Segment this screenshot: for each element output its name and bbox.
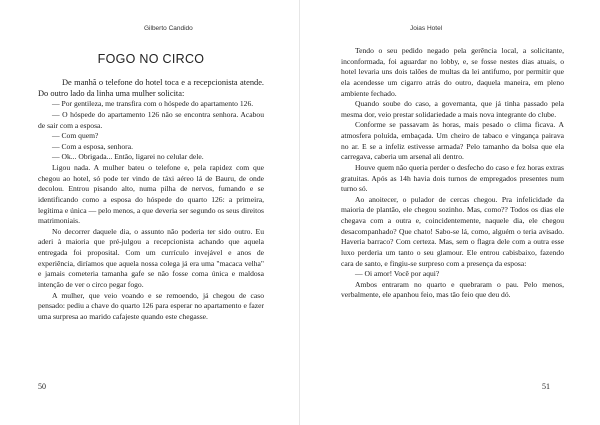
page-number: 50 [38,382,46,391]
paragraph: Ao anoitecer, o pulador de cercas chegou. Pra infelicidade da maioria de plantão, ele chegou sozinho. Mas, como?? Todos os dias ele chegava com a outra e, coincidentemente, naquele dia, ele chegou desacompanhado? Que chato! Sabo-se lá, como, alguém o teria avisado. Haveria barraco? Com certeza. Mas, sem o flagra dele com a outra esse luxo perderia um tanto o seu glamour. Ele entrou cabisbaixo, fazendo cara de santo, e fingiu-se surpreso com a presença da esposa: [341,194,564,268]
paragraph: — O hóspede do apartamento 126 não se encontra senhora. Acabou de sair com a esposa. [38,109,264,130]
paragraph: — Ok... Obrigada... Então, ligarei no celular dele. [52,152,204,162]
paragraph: De manhã o telefone do hotel toca e a recepcionista atende. Do outro lado da linha uma mulher solicita: [38,78,264,98]
paragraph: Houve quem não queria perder o desfecho do caso e fez horas extras gratuitas. Após as 14h havia dois turnos de empregados presentes num turno só. [341,162,564,194]
paragraph: — Por gentileza, me transfira com o hóspede do apartamento 126. [52,99,254,109]
running-header-author: Gilberto Candido [144,25,193,32]
paragraph: — Com a esposa, senhora. [52,141,133,151]
paragraph: Ambos entraram no quarto e quebraram o pau. Pelo menos, verbalmente, ele apanhou feio, mas tão feio que deu dó. [341,279,564,300]
chapter-title: FOGO NO CIRCO [97,52,205,66]
paragraph: No decorrer daquele dia, o assunto não poderia ter sido outro. Eu aderi à maioria que pré-julgou a recepcionista achando que aquela entregada foi proposital. Com um currículo invejável e anos de experiência, diríamos que aquela nossa colega já era uma "macaca velha" e jamais cometeria tamanha gafe se não fosse coma única e maldosa intenção de ver o circo pegar fogo. [38,226,264,289]
left-page-text [38,78,264,322]
paragraph: — Com quem? [52,131,99,141]
right-page [300,0,600,425]
right-page-text [341,46,564,301]
paragraph: Ligou nada. A mulher bateu o telefone e, pela rapidez com que chegou ao hotel, só pode ter vindo de táxi aéreo lá de Bauru, de onde decolou. Entrou pisando alto, numa pilha de nervos, fumando e se identificando como a esposa do hóspede do quarto 126: a primeira, legítima e única — pelo menos, a que deveria ser segundo os seus direitos matrimoniais. [38,163,264,226]
paragraph: A mulher, que veio voando e se remoendo, já chegou de caso pensado: pediu a chave do quarto 126 para esperar no apartamento e fazer uma surpresa ao marido cafajeste quando este chegasse. [38,290,264,321]
paragraph: Conforme se passavam às horas, mais pesado o clima ficava. A atmosfera poluída, embaçada. Um cheiro de tabaco e vingança pairava no ar. E se a infeliz estivesse armada? Pelo tamanho da bolsa que ela carregava, caberia um arsenal ali dentro. [341,120,564,162]
running-header-book-title: Joias Hotel [410,25,443,32]
paragraph: Tendo o seu pedido negado pela gerência local, a solicitante, inconformada, foi aguardar no lobby, e, se fosse nestes dias atuais, o hotel levaria uns dois talões de multas da lei antifumo, por permitir que ela acendesse um cigarro atrás do outro, daquela maneira, em pleno ambiente fechado. [341,46,564,98]
page-number: 51 [542,382,550,391]
paragraph: Quando soube do caso, a governanta, que já tinha passado pela mesma dor, veio prestar solidariedade a mais nova integrante do clube. [341,99,564,119]
paragraph: — Oi amor! Você por aqui? [355,269,440,279]
